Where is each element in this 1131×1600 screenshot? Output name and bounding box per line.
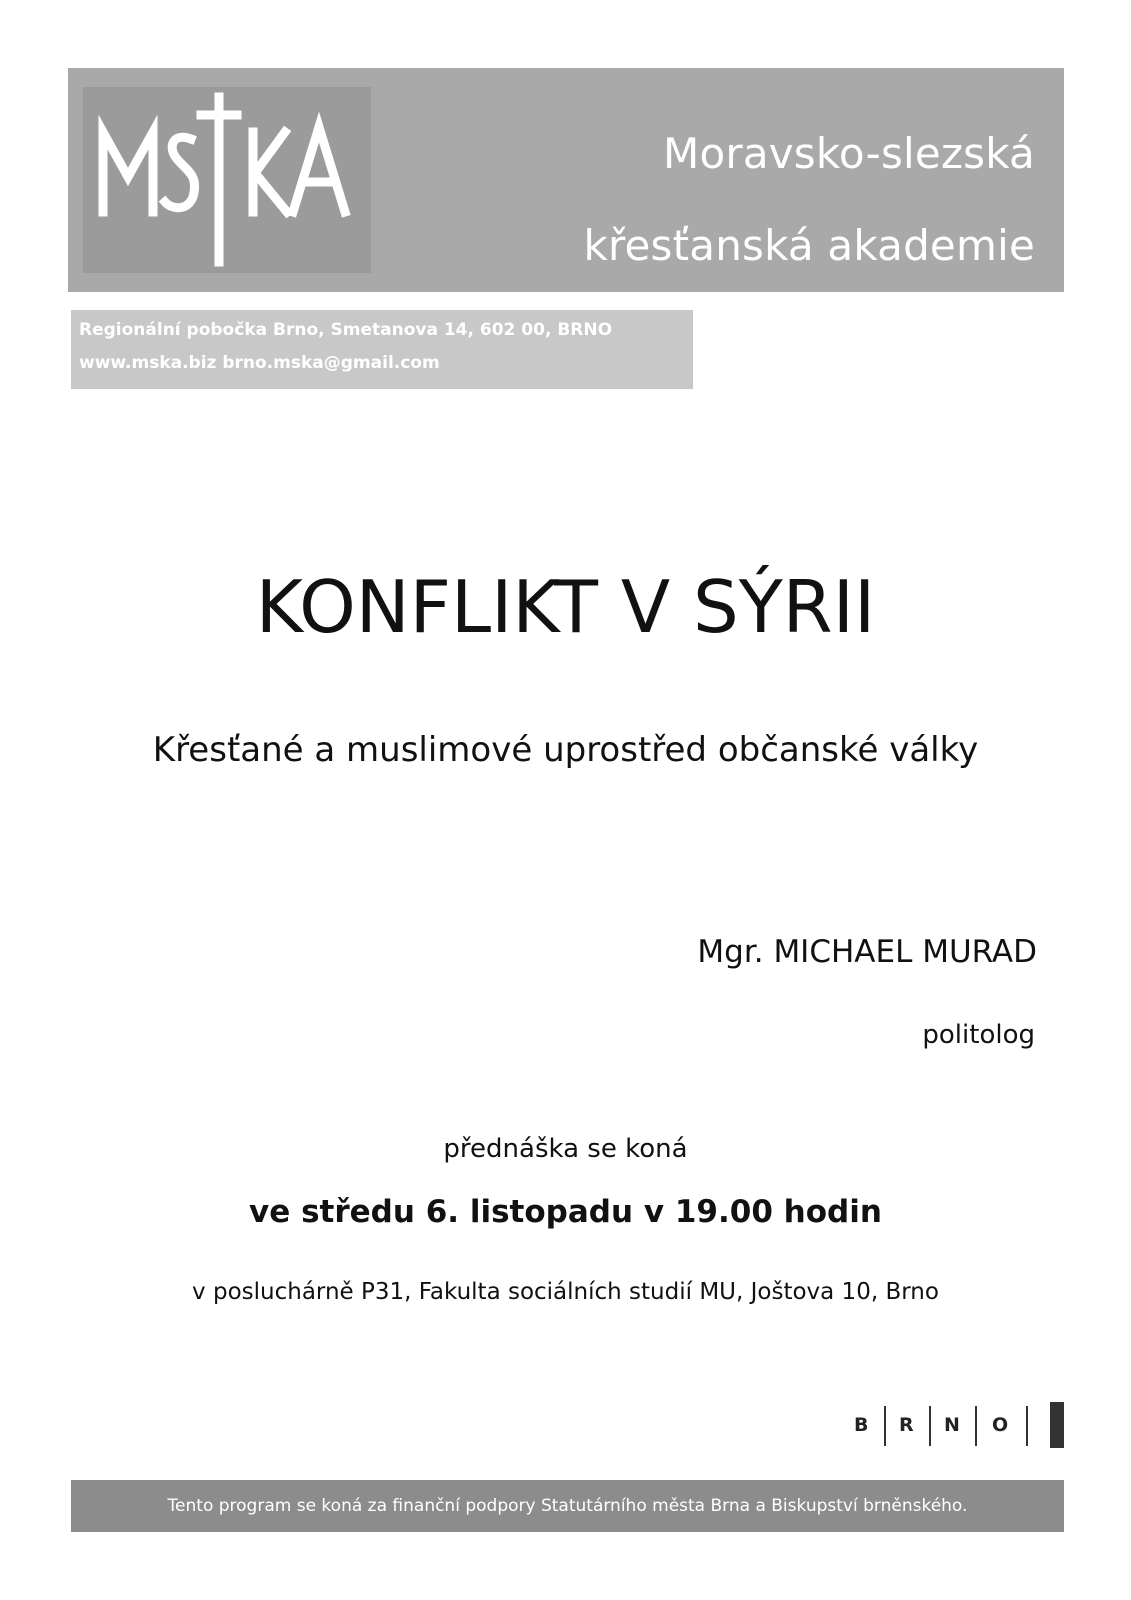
brno-logo-letter-o: O — [992, 1414, 1009, 1436]
organization-name-line1: Moravsko-slezská — [663, 129, 1035, 178]
event-subtitle: Křesťané a muslimové uprostřed občanské války — [152, 730, 979, 770]
lecture-venue: v posluchárně P31, Fakulta sociálních studií MU, Joštova 10, Brno — [192, 1279, 939, 1305]
brno-logo-separator — [929, 1406, 931, 1446]
brno-logo-letter-n: N — [944, 1414, 960, 1436]
lecture-date-time: ve středu 6. listopadu v 19.00 hodin — [249, 1194, 882, 1230]
lecture-intro: přednáška se koná — [443, 1134, 688, 1164]
brno-logo-letter-r: R — [899, 1414, 914, 1436]
brno-logo-bar — [1050, 1402, 1064, 1448]
web-and-email: www.mska.biz brno.mska@gmail.com — [79, 353, 440, 373]
speaker-role: politolog — [922, 1020, 1035, 1050]
contact-box — [71, 310, 693, 389]
sponsor-footer: Tento program se koná za finanční podpory Statutárního města Brna a Biskupství brněnského. — [71, 1480, 1064, 1532]
brno-logo-letter-b: B — [854, 1414, 869, 1436]
organization-name-line2: křesťanská akademie — [583, 221, 1035, 270]
branch-address: Regionální pobočka Brno, Smetanova 14, 602 00, BRNO — [79, 320, 613, 340]
organization-name — [583, 108, 1035, 292]
event-title: KONFLIKT V SÝRII — [255, 565, 876, 649]
brno-city-logo — [854, 1402, 1064, 1448]
brno-logo-separator — [1026, 1406, 1028, 1446]
brno-logo-separator — [884, 1406, 886, 1446]
speaker-name: Mgr. MICHAEL MURAD — [697, 934, 1037, 970]
mska-logo-mark — [83, 87, 371, 273]
brno-logo-separator — [975, 1406, 977, 1446]
mska-logo — [83, 87, 371, 273]
